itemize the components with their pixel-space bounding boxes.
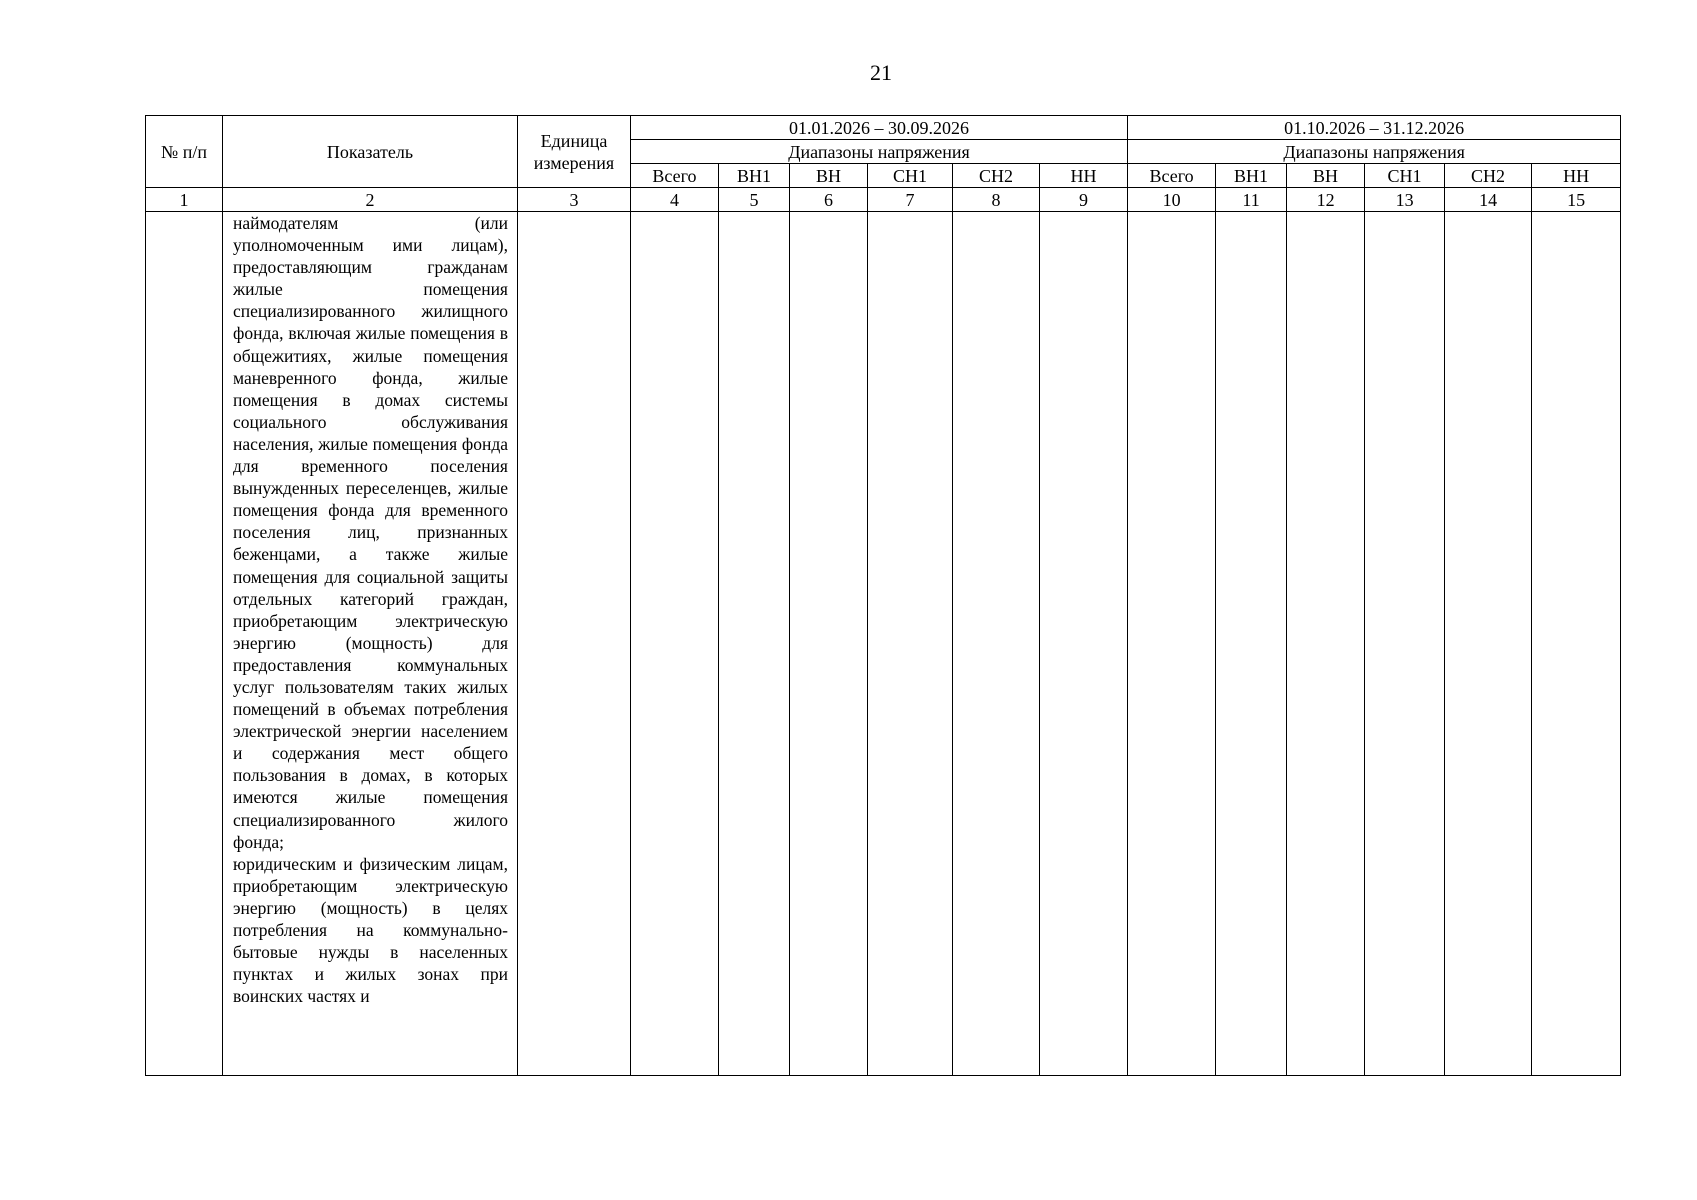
column-number: 2 (223, 188, 518, 212)
column-number: 3 (518, 188, 631, 212)
header-unit: Единица измерения (518, 116, 631, 188)
header-vn-2: ВН (1287, 164, 1365, 188)
header-total-2: Всего (1128, 164, 1216, 188)
cell-value (1532, 212, 1621, 1076)
column-number: 6 (790, 188, 868, 212)
header-voltage-ranges-1: Диапазоны напряжения (631, 140, 1128, 164)
column-number: 9 (1040, 188, 1128, 212)
header-nn-2: НН (1532, 164, 1621, 188)
column-number: 11 (1216, 188, 1287, 212)
column-number: 7 (868, 188, 953, 212)
header-sn1-1: СН1 (868, 164, 953, 188)
column-number: 10 (1128, 188, 1216, 212)
header-indicator: Показатель (223, 116, 518, 188)
cell-indicator (223, 212, 518, 1076)
cell-value (1365, 212, 1445, 1076)
cell-num (146, 212, 223, 1076)
header-vn-1: ВН (790, 164, 868, 188)
cell-value (790, 212, 868, 1076)
header-num: № п/п (146, 116, 223, 188)
header-sn2-1: СН2 (953, 164, 1040, 188)
header-voltage-ranges-2: Диапазоны напряжения (1128, 140, 1621, 164)
column-number-row (146, 188, 1621, 212)
header-nn-1: НН (1040, 164, 1128, 188)
column-number: 8 (953, 188, 1040, 212)
column-number: 4 (631, 188, 719, 212)
column-number: 14 (1445, 188, 1532, 212)
cell-value (1128, 212, 1216, 1076)
cell-value (719, 212, 790, 1076)
column-number: 5 (719, 188, 790, 212)
cell-value (1445, 212, 1532, 1076)
table-row (146, 212, 1621, 1076)
cell-value (868, 212, 953, 1076)
column-number: 1 (146, 188, 223, 212)
column-number: 12 (1287, 188, 1365, 212)
header-sn1-2: СН1 (1365, 164, 1445, 188)
header-period-2: 01.10.2026 – 31.12.2026 (1128, 116, 1621, 140)
cell-value (953, 212, 1040, 1076)
page-number: 21 (870, 60, 892, 85)
header-vn1-1: ВН1 (719, 164, 790, 188)
header-period-1: 01.01.2026 – 30.09.2026 (631, 116, 1128, 140)
column-number: 15 (1532, 188, 1621, 212)
header-total-1: Всего (631, 164, 719, 188)
cell-value (1040, 212, 1128, 1076)
cell-value (1216, 212, 1287, 1076)
column-number: 13 (1365, 188, 1445, 212)
header-vn1-2: ВН1 (1216, 164, 1287, 188)
indicator-text: наймодателям (или уполномоченным ими лицам), предоставляющим гражданам жилые помещения специализированного жилищного фонда, включая жилые помещения в общежитиях, жилые помещения маневренного фонда, жилые помещения в домах системы социального обслуживания населения, жилые помещения фонда для временного поселения вынужденных переселенцев, жилые помещения фонда для временного поселения лиц, признанных беженцами, а также жилые помещения для социальной защиты отдельных категорий граждан, приобретающим электрическую энергию (мощность) для предоставления коммунальных услуг пользователям таких жилых помещений в объемах потребления электрической энергии населением и содержания мест общего пользования в домах, в которых имеются жилые помещения специализированного жилого фонда; юридическим и физическим лицам, приобретающим электрическую энергию (мощность) в целях потребления на коммунально-бытовые нужды в населенных пунктах и жилых зонах при воинских частях и (233, 213, 508, 1007)
tariff-table (145, 115, 1621, 1076)
cell-value (1287, 212, 1365, 1076)
header-sn2-2: СН2 (1445, 164, 1532, 188)
cell-value (631, 212, 719, 1076)
cell-unit (518, 212, 631, 1076)
